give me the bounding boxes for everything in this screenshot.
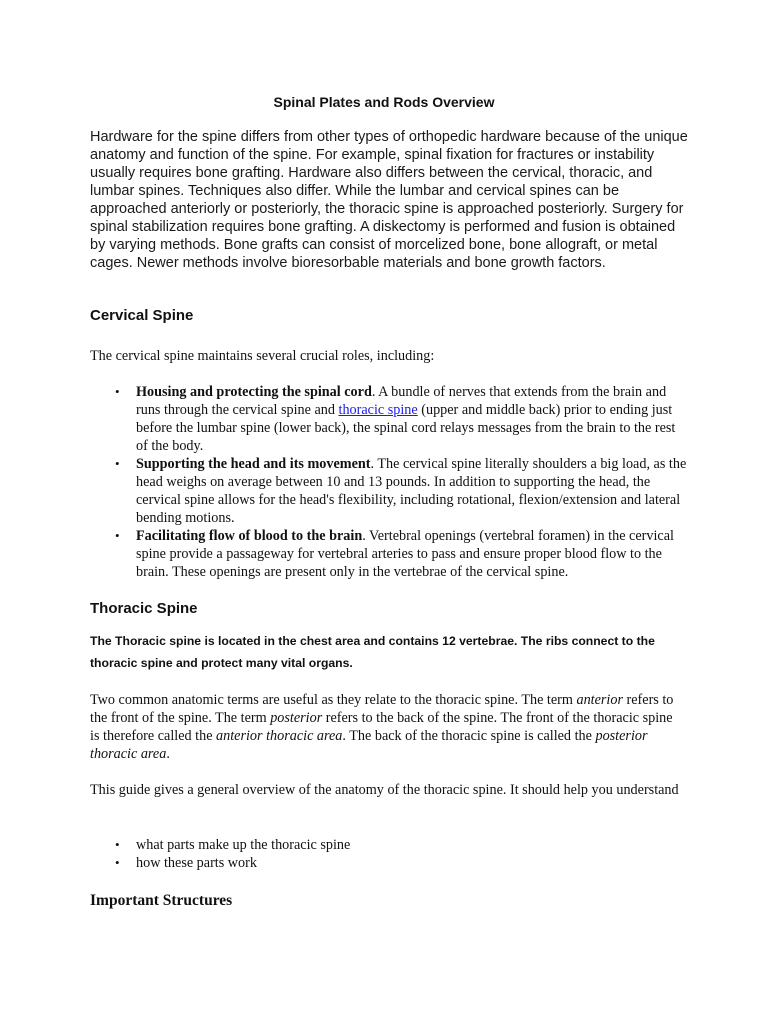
paragraph-text: .: [166, 746, 170, 762]
list-item-bold-lead: Housing and protecting the spinal cord: [136, 384, 372, 400]
bullet-icon: •: [115, 837, 120, 852]
list-item-bold-lead: Facilitating flow of blood to the brain: [136, 528, 363, 544]
thoracic-understand-list: [90, 836, 690, 872]
term-posterior: posterior: [270, 710, 323, 726]
list-item-bold-lead: Supporting the head and its movement: [136, 456, 371, 472]
term-anterior: anterior: [576, 692, 623, 708]
list-item: [90, 854, 690, 872]
list-item: [90, 383, 690, 455]
list-item: [90, 836, 690, 854]
cervical-roles-list: [90, 383, 690, 581]
list-item-text: . A bundle of nerves that extends from the brain and runs through the cervical spine and: [136, 384, 667, 418]
cervical-spine-heading: Cervical Spine: [90, 307, 194, 324]
thoracic-spine-link[interactable]: thoracic spine: [338, 402, 418, 418]
bullet-icon: •: [115, 456, 120, 471]
paragraph-text: . The back of the thoracic spine is called the: [342, 728, 596, 744]
thoracic-terms-paragraph: [90, 691, 680, 763]
paragraph-text: refers to the back of the spine. The front of the thoracic spine is therefore called the: [90, 710, 673, 744]
list-item-text: how these parts work: [136, 855, 257, 871]
important-structures-heading: Important Structures: [90, 892, 233, 909]
list-item-text: (upper and middle back) prior to ending just before the lumbar spine (lower back), the spinal cord relays messages from the brain to the rest of the body.: [136, 402, 676, 454]
list-item-text: . Vertebral openings (vertebral foramen) in the cervical spine provide a passageway for vertebral arteries to pass and ensure proper blood flow to the brain. These openings are present only in the vertebrae of the cervical spine.: [136, 528, 674, 580]
thoracic-spine-heading: Thoracic Spine: [90, 600, 198, 617]
bullet-icon: •: [115, 384, 120, 399]
page-title: Spinal Plates and Rods Overview: [273, 94, 495, 110]
term-posterior-thoracic-area: posterior thoracic area: [90, 728, 648, 762]
paragraph-text: Two common anatomic terms are useful as they relate to the thoracic spine. The term: [90, 692, 577, 708]
list-item: [90, 455, 690, 527]
paragraph-text: refers to the front of the spine. The term: [90, 692, 674, 726]
thoracic-bold-paragraph: The Thoracic spine is located in the chest area and contains 12 vertebrae. The ribs connect to the thoracic spine and protect many vital organs.: [90, 634, 655, 670]
bullet-icon: •: [115, 855, 120, 870]
list-item-text: . The cervical spine literally shoulders a big load, as the head weighs on average between 10 and 13 pounds. In addition to supporting the head, the cervical spine allows for the head's flexibility, including rotational, flexion/extension and lateral bending motions.: [136, 456, 687, 526]
term-anterior-thoracic-area: anterior thoracic area: [216, 728, 343, 744]
intro-paragraph: Hardware for the spine differs from other types of orthopedic hardware because of the unique anatomy and function of the spine. For example, spinal fixation for fractures or instability usually requires bone grafting. Hardware also differs between the cervical, thoracic, and lumbar spines. Techniques also differ. While the lumbar and cervical spines can be approached anteriorly or posteriorly, the thoracic spine is approached posteriorly. Surgery for spinal stabilization requires bone grafting. A diskectomy is performed and fusion is obtained by varying methods. Bone grafts can consist of morcelized bone, bone allograft, or metal cages. Newer methods involve bioresorbable materials and bone growth factors.: [90, 129, 688, 271]
thoracic-overview-paragraph: This guide gives a general overview of the anatomy of the thoracic spine. It should help you understand: [90, 782, 679, 798]
list-item: [90, 527, 690, 581]
bullet-icon: •: [115, 528, 120, 543]
list-item-text: what parts make up the thoracic spine: [136, 837, 351, 853]
cervical-lead-paragraph: The cervical spine maintains several crucial roles, including:: [90, 348, 435, 364]
